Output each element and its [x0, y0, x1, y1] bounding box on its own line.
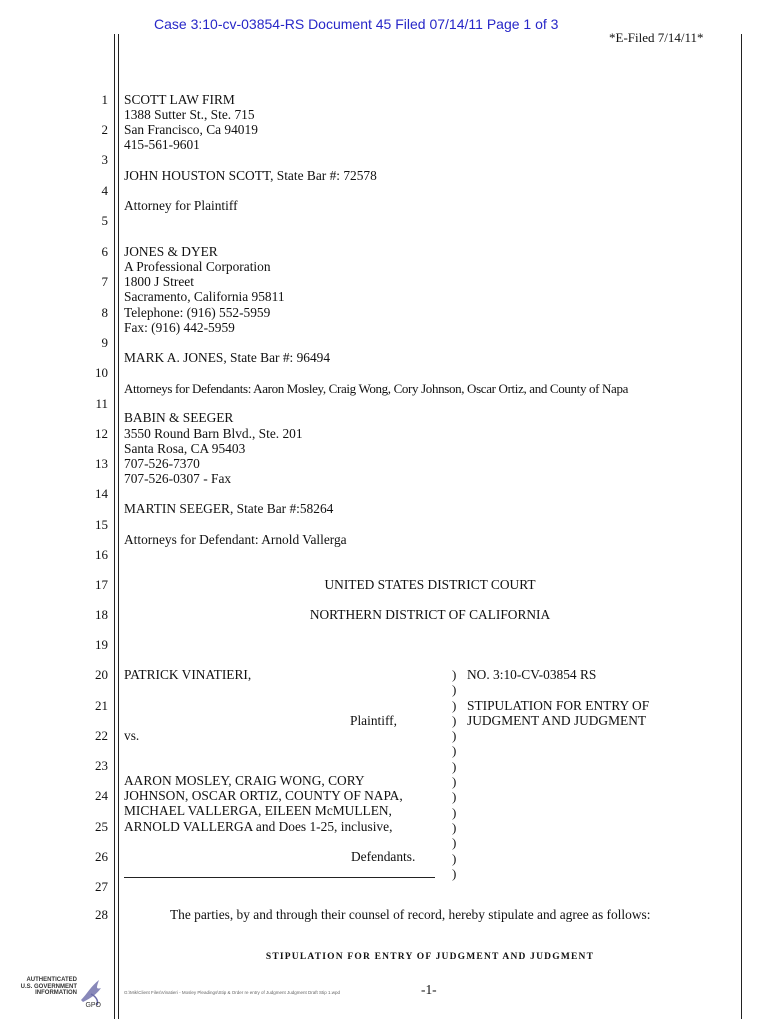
gpo-line3: INFORMATION — [35, 990, 77, 996]
line-number: 20 — [95, 667, 108, 682]
right-margin-rule — [741, 34, 742, 1019]
footer-title: STIPULATION FOR ENTRY OF JUDGMENT AND JUDGMENT — [265, 952, 595, 962]
line-number: 11 — [95, 396, 108, 411]
line-number: 10 — [95, 365, 108, 380]
caption-defendants-label: Defendants. — [351, 849, 416, 864]
case-number: NO. 3:10-CV-03854 RS — [467, 667, 597, 682]
defense-counsel2-firm: BABIN & SEEGER — [124, 410, 234, 425]
caption-plaintiff: PATRICK VINATIERI, — [124, 667, 252, 682]
defense-counsel2-role: Attorneys for Defendant: Arnold Vallerga — [124, 532, 347, 547]
court-name: UNITED STATES DISTRICT COURT — [324, 577, 536, 592]
defense-counsel1-phone: Telephone: (916) 552-5959 — [124, 305, 271, 320]
defense-counsel2-attorney: MARTIN SEEGER, State Bar #:58264 — [124, 501, 334, 516]
caption-defendants-line4: ARNOLD VALLERGA and Does 1-25, inclusive, — [124, 819, 393, 834]
line-number: 1 — [101, 92, 108, 107]
caption-defendants-line3: MICHAEL VALLERGA, EILEEN McMULLEN, — [124, 803, 392, 818]
page-number: -1- — [421, 982, 437, 997]
filing-stamp: Case 3:10-cv-03854-RS Document 45 Filed 07/14/11 Page 1 of 3 — [154, 16, 559, 32]
left-margin-rule-outer — [114, 34, 115, 1019]
caption-defendants-line2: JOHNSON, OSCAR ORTIZ, COUNTY OF NAPA, — [124, 788, 403, 803]
defense-counsel1-address2: Sacramento, California 95811 — [124, 289, 285, 304]
plaintiff-counsel-phone: 415-561-9601 — [124, 137, 200, 152]
line-number: 13 — [95, 456, 108, 471]
plaintiff-counsel-address1: 1388 Sutter St., Ste. 715 — [124, 107, 255, 122]
line-number: 12 — [95, 426, 108, 441]
line-number: 9 — [101, 335, 108, 350]
line-number: 25 — [95, 819, 108, 834]
plaintiff-counsel-role: Attorney for Plaintiff — [124, 198, 238, 213]
line-number: 23 — [95, 758, 108, 773]
line-number: 6 — [101, 244, 108, 259]
line-number: 26 — [95, 849, 108, 864]
line-number: 22 — [95, 728, 108, 743]
line-number: 5 — [101, 213, 108, 228]
line-number: 16 — [95, 547, 108, 562]
document-title-line2: JUDGMENT AND JUDGMENT — [467, 713, 647, 728]
defense-counsel1-address1: 1800 J Street — [124, 274, 194, 289]
line-number: 27 — [95, 879, 108, 894]
plaintiff-counsel-address2: San Francisco, Ca 94019 — [124, 122, 258, 137]
line-number: 28 — [95, 907, 108, 922]
defense-counsel1-fax: Fax: (916) 442-5959 — [124, 320, 235, 335]
document-title-line1: STIPULATION FOR ENTRY OF — [467, 698, 650, 713]
defense-counsel2-address2: Santa Rosa, CA 95403 — [124, 441, 246, 456]
line-number: 14 — [95, 486, 108, 501]
line-number: 21 — [95, 698, 108, 713]
plaintiff-counsel-attorney: JOHN HOUSTON SCOTT, State Bar #: 72578 — [124, 168, 377, 183]
caption-defendants-line1: AARON MOSLEY, CRAIG WONG, CORY — [124, 773, 365, 788]
line-number: 8 — [101, 305, 108, 320]
line-number: 15 — [95, 517, 108, 532]
line-number: 18 — [95, 607, 108, 622]
left-margin-rule-inner — [118, 34, 119, 1019]
plaintiff-counsel-firm: SCOTT LAW FIRM — [124, 92, 235, 107]
defense-counsel2-fax: 707-526-0307 - Fax — [124, 471, 232, 486]
gpo-line2: U.S. GOVERNMENT — [20, 983, 77, 990]
defense-counsel2-phone: 707-526-7370 — [124, 456, 200, 471]
body-opening-paragraph: The parties, by and through their counsel of record, hereby stipulate and agree as follows: — [170, 907, 651, 922]
defense-counsel1-attorney: MARK A. JONES, State Bar #: 96494 — [124, 350, 331, 365]
line-number: 7 — [101, 274, 108, 289]
line-number: 2 — [101, 122, 108, 137]
caption-vs: vs. — [124, 728, 140, 743]
caption-plaintiff-label: Plaintiff, — [350, 713, 397, 728]
line-number: 4 — [101, 183, 108, 198]
defense-counsel1-firm: JONES & DYER — [124, 244, 218, 259]
gpo-line1: AUTHENTICATED — [26, 977, 77, 983]
court-district: NORTHERN DISTRICT OF CALIFORNIA — [309, 607, 551, 622]
caption-parentheses: ) ) ) ) ) ) ) ) ) ) ) ) ) ) — [452, 667, 457, 881]
file-path: G:\Mik\Client Files\Vinatieri - Mosley Pleadings\Stip & Order re entry of Judgment Judgment Draft Stip 1.wpd — [124, 990, 341, 995]
defense-counsel1-role: Attorneys for Defendants: Aaron Mosley, Craig Wong, Cory Johnson, Oscar Ortiz, and County of Napa — [124, 381, 629, 396]
line-number: 19 — [95, 637, 108, 652]
line-number: 3 — [101, 152, 108, 167]
gpo-line4: GPO — [85, 1002, 101, 1009]
line-number: 24 — [95, 788, 108, 803]
caption-underline — [124, 877, 435, 878]
defense-counsel1-firm-type: A Professional Corporation — [124, 259, 271, 274]
efiled-date: *E-Filed 7/14/11* — [609, 30, 704, 45]
gpo-authentication-seal — [20, 976, 115, 1014]
line-number: 17 — [95, 577, 108, 592]
defense-counsel2-address1: 3550 Round Barn Blvd., Ste. 201 — [124, 426, 303, 441]
